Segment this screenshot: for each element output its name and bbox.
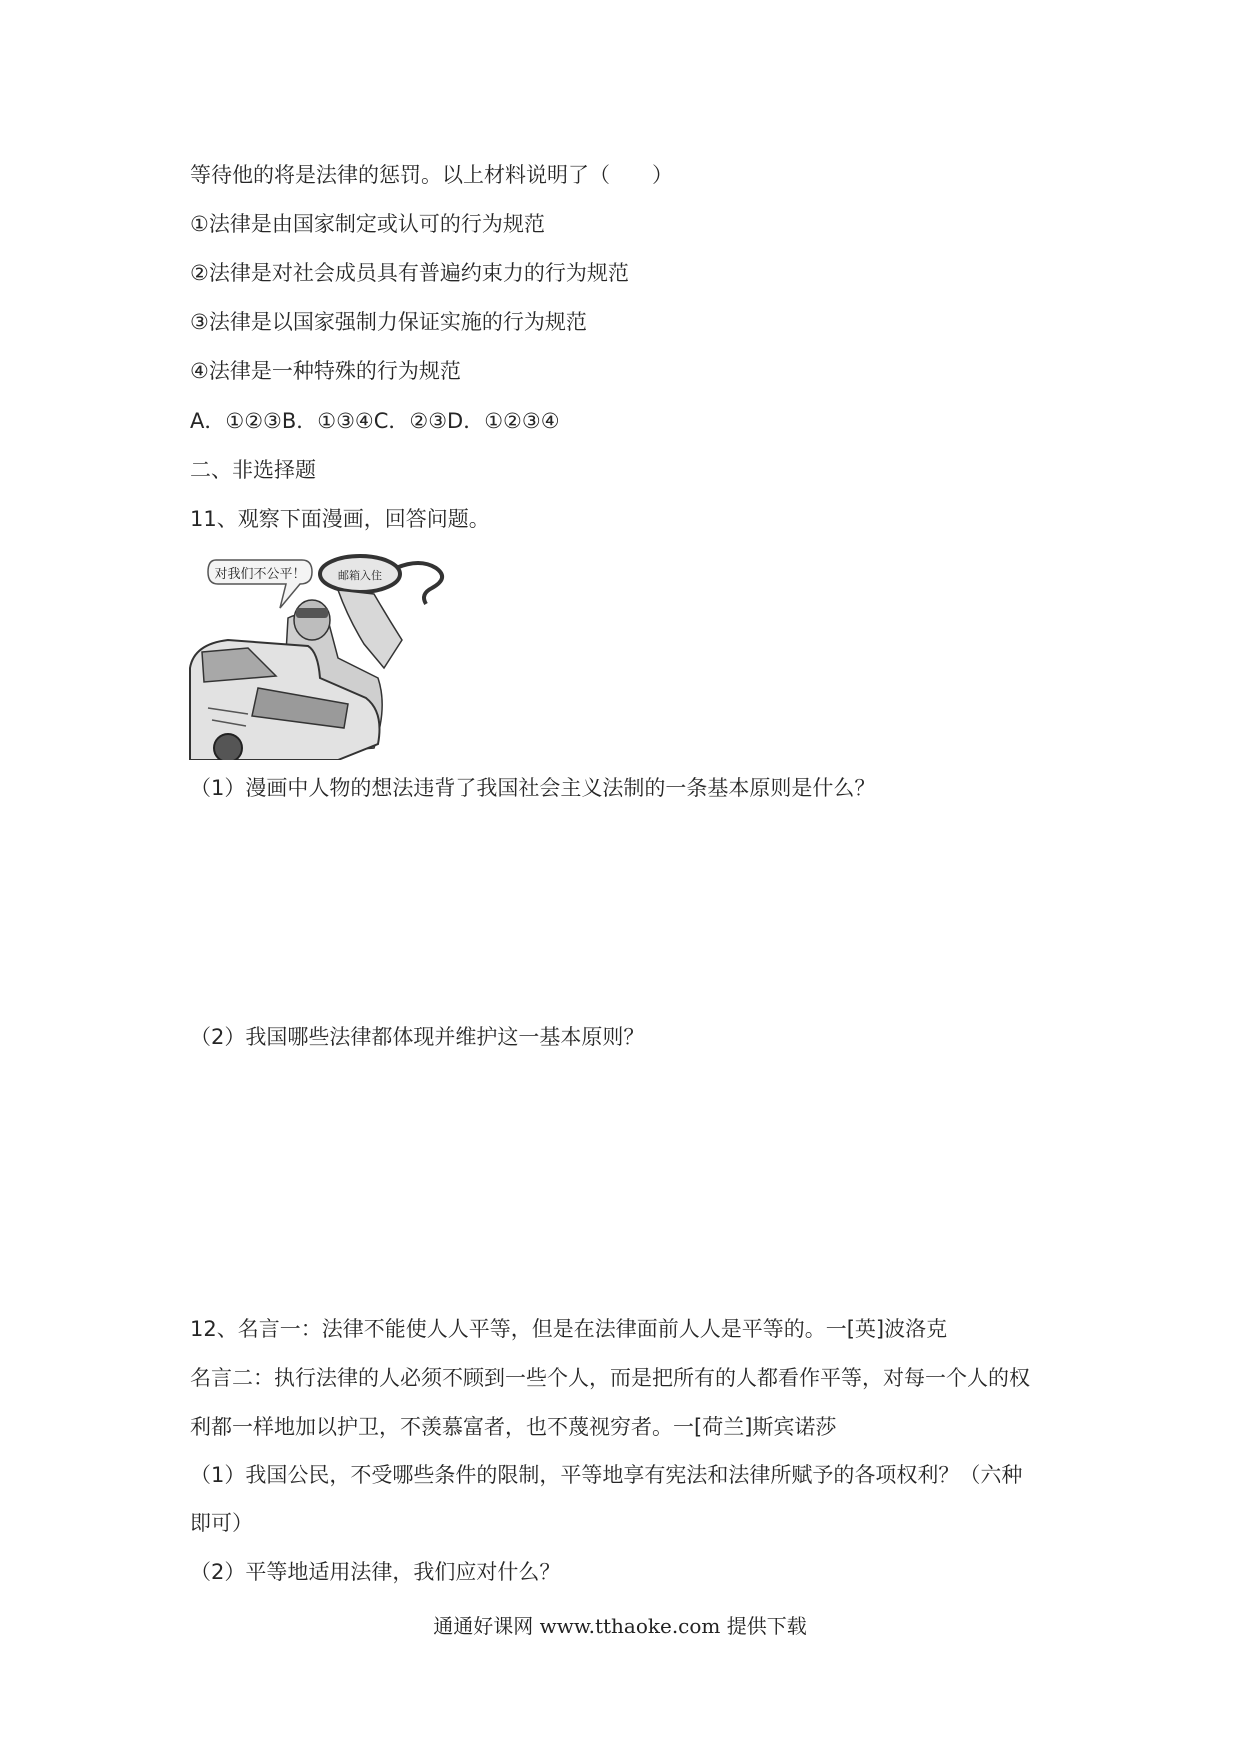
q12-sub2: （2）平等地适用法律，我们应对什么？ bbox=[190, 1560, 561, 1584]
footer-text: 通通好课网 www.tthaoke.com 提供下载 bbox=[433, 1614, 807, 1638]
q12-sub1-line2: 即可） bbox=[190, 1511, 253, 1535]
speech-text: 对我们不公平！ bbox=[214, 567, 306, 582]
answer-space-11-1 bbox=[190, 812, 1050, 1022]
q10-option-4: ④法律是一种特殊的行为规范 bbox=[190, 359, 461, 383]
q12-sub1-line1: （1）我国公民，不受哪些条件的限制，平等地享有宪法和法律所赋予的各项权利？（六种 bbox=[190, 1463, 1023, 1487]
q12-quote2-line2: 利都一样地加以护卫，不羡慕富者，也不蔑视穷者。一[荷兰]斯宾诺莎 bbox=[190, 1415, 837, 1439]
q11-stem: 11、观察下面漫画，回答问题。 bbox=[190, 507, 490, 531]
magnifier-text: 邮箱入住 bbox=[338, 569, 382, 582]
q10-choices: A．①②③B．①③④C．②③D．①②③④ bbox=[190, 409, 560, 433]
q10-option-1: ①法律是由国家制定或认可的行为规范 bbox=[190, 212, 545, 236]
section-title: 二、非选择题 bbox=[190, 458, 316, 482]
q11-sub1: （1）漫画中人物的想法违背了我国社会主义法制的一条基本原则是什么？ bbox=[190, 776, 876, 800]
q10-stem-end: 等待他的将是法律的惩罚。以上材料说明了（ ） bbox=[190, 163, 673, 187]
cartoon-illustration bbox=[188, 548, 470, 760]
answer-space-11-2 bbox=[190, 1062, 1050, 1312]
q10-option-3: ③法律是以国家强制力保证实施的行为规范 bbox=[190, 310, 587, 334]
q11-sub2: （2）我国哪些法律都体现并维护这一基本原则？ bbox=[190, 1025, 645, 1049]
q12-quote1: 12、名言一：法律不能使人人平等，但是在法律面前人人是平等的。一[英]波洛克 bbox=[190, 1317, 948, 1341]
q10-option-2: ②法律是对社会成员具有普遍约束力的行为规范 bbox=[190, 261, 629, 285]
q12-quote2-line1: 名言二：执行法律的人必须不顾到一些个人，而是把所有的人都看作平等，对每一个人的权 bbox=[190, 1366, 1030, 1390]
